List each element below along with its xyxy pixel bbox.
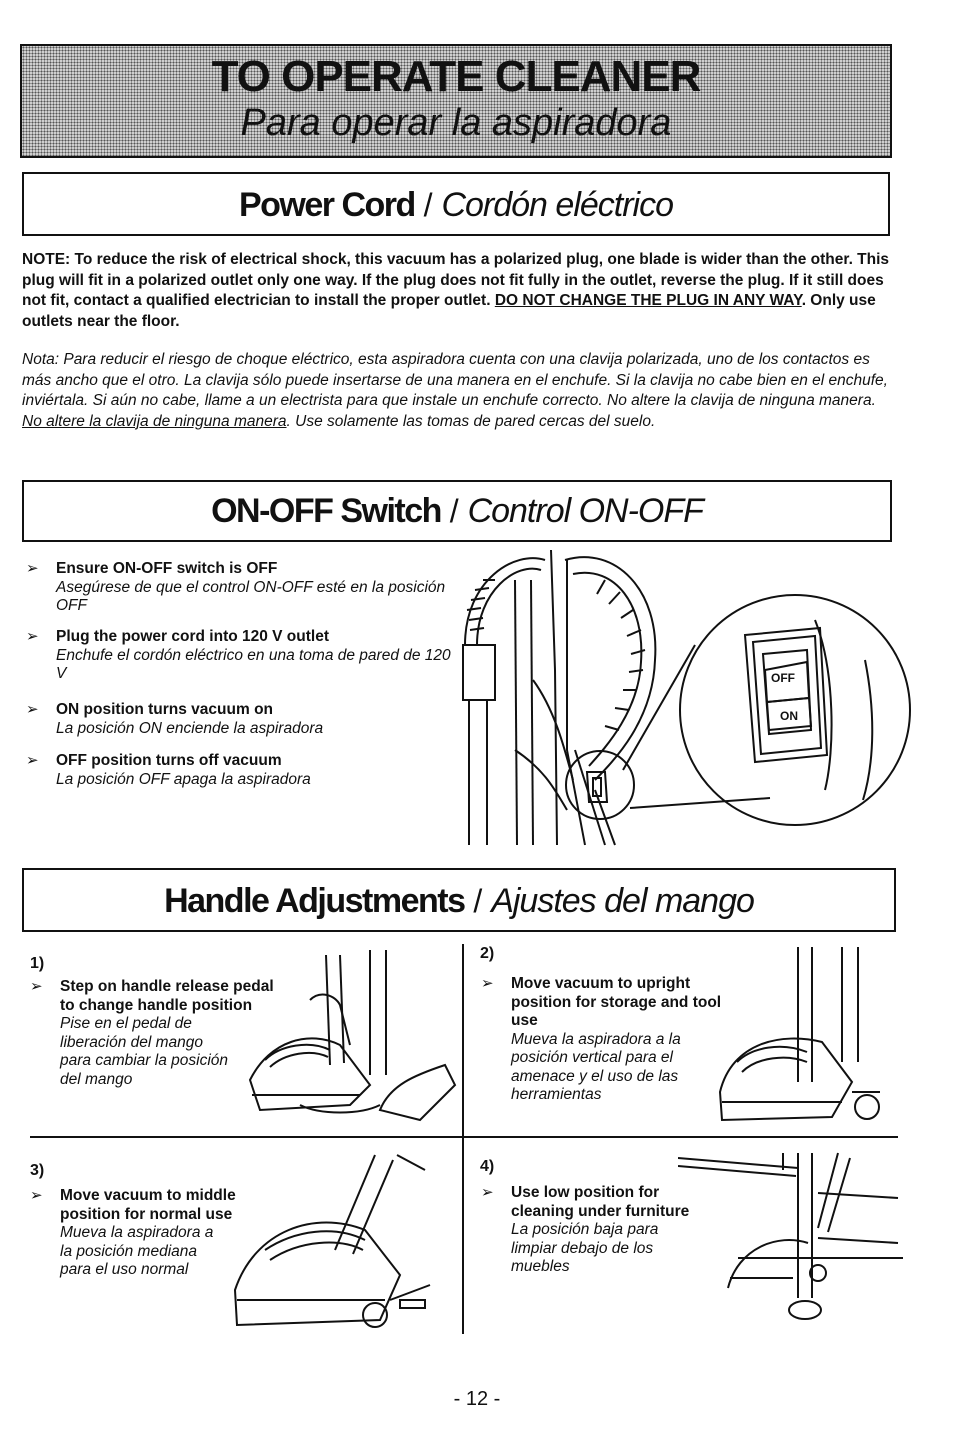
step-4-en: Use low position for cleaning under furniture: [511, 1184, 690, 1220]
switch-bullet-3-en: ON position turns vacuum on: [56, 701, 274, 718]
power-cord-note-en: [22, 250, 892, 332]
switch-header: [22, 480, 892, 542]
step-4-text: [481, 1184, 711, 1277]
switch-bullet-4-en: OFF position turns off vacuum: [56, 752, 282, 769]
switch-title-separator: /: [440, 493, 468, 529]
power-cord-title-es: Cordón eléctrico: [441, 186, 674, 224]
step-1-number: 1): [30, 955, 45, 972]
bullet-arrow-icon: ➢: [26, 628, 39, 645]
handle-title-es: Ajustes del mango: [491, 882, 754, 920]
switch-bullet-2-en: Plug the power cord into 120 V outlet: [56, 628, 329, 645]
switch-title-en: ON-OFF Switch: [211, 492, 441, 530]
switch-label-on: ON: [780, 709, 798, 723]
page-number: - 12 -: [453, 1388, 501, 1410]
switch-bullet-4: [26, 752, 456, 789]
switch-title-es: Control ON-OFF: [467, 492, 703, 530]
horizontal-divider: [30, 1136, 898, 1138]
step-3-text: [30, 1187, 250, 1280]
power-cord-note-es: [22, 350, 892, 432]
power-cord-title-en: Power Cord: [238, 186, 415, 224]
bullet-arrow-icon: ➢: [481, 1184, 494, 1201]
bullet-arrow-icon: ➢: [26, 560, 39, 577]
step-2-en: Move vacuum to upright position for storage and tool use: [511, 975, 722, 1029]
step-2-es: Mueva la aspiradora a la posición vertical para el amenace y el uso de las herramientas: [511, 1030, 681, 1103]
banner-subtitle: Para operar la aspiradora: [240, 102, 672, 144]
note-en-text: NOTE: To reduce the risk of electrical shock, this vacuum has a polarized plug, one blade is wider than the other. This plug will fit in a polarized outlet only one way. If the plug does not fit fully in the outlet, reverse the plug. If it still does not fit, contact a qualified electrician to install the proper outlet.: [22, 251, 890, 309]
power-cord-title-separator: /: [414, 187, 442, 223]
switch-bullet-4-es: La posición OFF apaga la aspiradora: [56, 770, 311, 788]
bullet-arrow-icon: ➢: [26, 752, 39, 769]
note-es-warning: No altere la clavija de ninguna manera: [22, 412, 287, 430]
note-es-text: Nota: Para reducir el riesgo de choque eléctrico, esta aspiradora cuenta con una clavija polarizada, uno de los contactos es más ancho que el otro. La clavija sólo puede insertarse de una manera en el enchufe. Si la clavija no cabe bien en el enchufe, inviértala. Si aún no cabe, llame a un electrista para que instale un enchufe correcto. No altere la clavija de ninguna manera.: [22, 351, 888, 409]
step-3-en: Move vacuum to middle position for normal use: [60, 1187, 236, 1223]
step-3-illustration: [225, 1150, 460, 1335]
switch-bullet-3: [26, 701, 456, 738]
step-4-illustration: [678, 1148, 904, 1328]
power-cord-header: [22, 172, 890, 236]
title-banner: [20, 44, 892, 158]
handle-title-en: Handle Adjustments: [164, 882, 465, 920]
bullet-arrow-icon: ➢: [30, 978, 43, 995]
step-1-illustration: [240, 945, 460, 1135]
step-4-es: La posición baja para limpiar debajo de los muebles: [511, 1221, 659, 1275]
step-4-number: 4): [480, 1158, 495, 1175]
switch-bullet-2-es: Enchufe el cordón eléctrico en una toma de pared de 120 V: [56, 646, 451, 682]
switch-bullet-3-es: La posición ON enciende la aspiradora: [56, 719, 324, 737]
note-es-end: . Use solamente las tomas de pared cercas del suelo.: [286, 412, 656, 430]
step-1-en: Step on handle release pedal to change handle position: [60, 978, 274, 1014]
step-3-number: 3): [30, 1162, 45, 1179]
switch-label-off: OFF: [771, 671, 795, 685]
bullet-arrow-icon: ➢: [26, 701, 39, 718]
vertical-divider: [462, 944, 464, 1334]
bullet-arrow-icon: ➢: [30, 1187, 43, 1204]
switch-bullet-1-es: Asegúrese de que el control ON-OFF esté en la posición OFF: [56, 578, 446, 614]
switch-bullet-1-en: Ensure ON-OFF switch is OFF: [56, 560, 278, 577]
switch-bullet-1: [26, 560, 456, 616]
switch-bullet-2: [26, 628, 456, 684]
handle-header: [22, 868, 896, 932]
step-3-es: Mueva la aspiradora a la posición mediana para el uso normal: [60, 1224, 214, 1278]
step-2-text: [481, 975, 749, 1105]
note-en-warning: DO NOT CHANGE THE PLUG IN ANY WAY: [494, 292, 802, 309]
vacuum-switch-illustration: [455, 550, 920, 850]
step-1-es: Pise en el pedal de liberación del mango para cambiar la posición del mango: [60, 1015, 229, 1088]
note-en-end: . Only use outlets near the floor.: [22, 292, 876, 330]
handle-title-separator: /: [464, 883, 492, 919]
step-2-number: 2): [480, 945, 495, 962]
step-2-illustration: [712, 942, 892, 1132]
banner-title: TO OPERATE CLEANER: [211, 52, 701, 101]
bullet-arrow-icon: ➢: [481, 975, 494, 992]
